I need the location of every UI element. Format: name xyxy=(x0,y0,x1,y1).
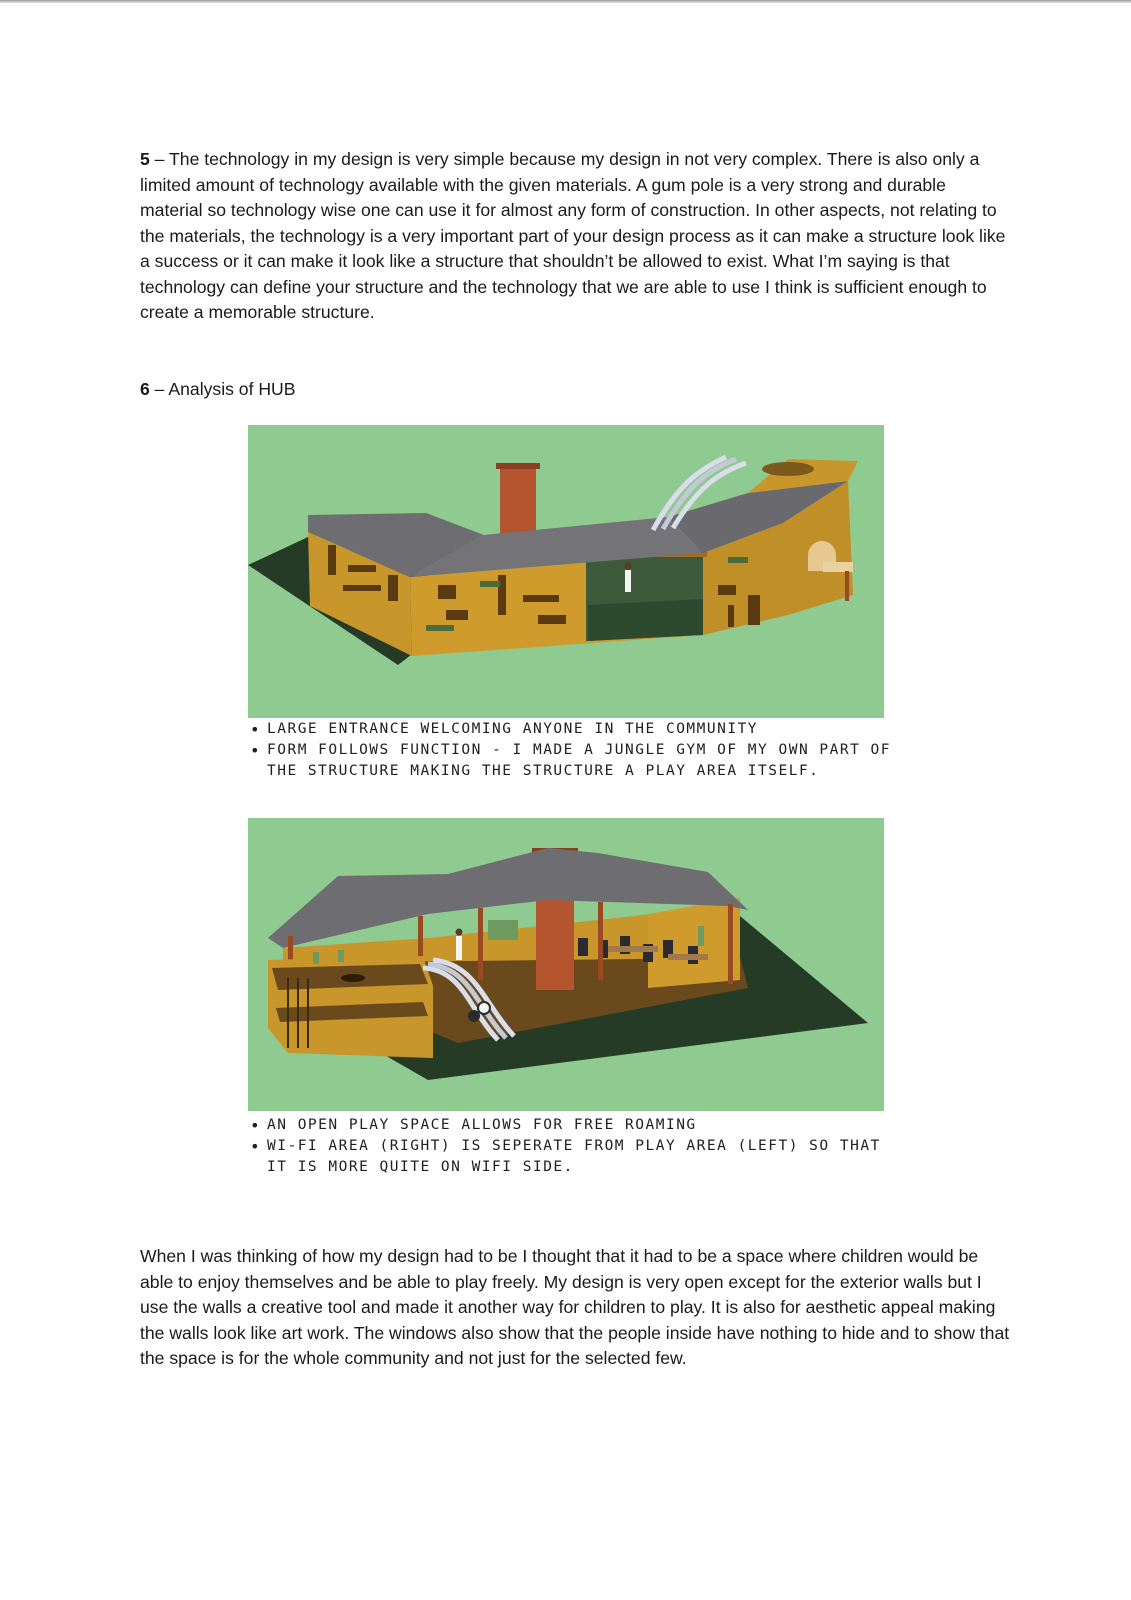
person-figure xyxy=(625,570,631,592)
section-6-dash: – xyxy=(149,379,169,399)
closing-paragraph: When I was thinking of how my design had to be I thought that it had to be a space where children would be able to enjoy themselves and be able to play freely. My design is very open except for the exterior walls but I use the walls a creative tool and made it another way for children to play. It is also for aesthetic appeal making the walls look like art work. The windows also show that the people inside have nothing to hide and to show that the space is for the whole community and not just for the selected few. xyxy=(140,1246,1010,1368)
section-5-dash: – xyxy=(149,149,170,169)
note-item: • WI-FI AREA (RIGHT) IS SEPERATE FROM PLAY AREA (LEFT) SO THAT IT IS MORE QUITE ON WIFI SIDE. xyxy=(250,1136,910,1178)
note-item: • AN OPEN PLAY SPACE ALLOWS FOR FREE ROAMING xyxy=(250,1115,910,1136)
scan-edge xyxy=(0,0,1131,3)
hub-render-front xyxy=(248,425,884,718)
person-figure xyxy=(456,936,462,960)
section-6-title: Analysis of HUB xyxy=(168,379,296,399)
section-6-heading xyxy=(140,377,1010,403)
figure-2-notes xyxy=(250,1115,910,1178)
roof-hole xyxy=(762,462,814,476)
section-5-number: 5 xyxy=(140,149,150,169)
figure-1-notes xyxy=(250,719,910,782)
note-item: • FORM FOLLOWS FUNCTION - I MADE A JUNGLE GYM OF MY OWN PART OF THE STRUCTURE MAKING THE STRUCTURE A PLAY AREA ITSELF. xyxy=(250,740,910,782)
tyres xyxy=(478,1002,490,1014)
section-5-paragraph xyxy=(140,147,1010,326)
section-6-number: 6 xyxy=(140,379,150,399)
note-item: • LARGE ENTRANCE WELCOMING ANYONE IN THE COMMUNITY xyxy=(250,719,910,740)
section-5-text: The technology in my design is very simple because my design in not very complex. There is also only a limited amount of technology available with the given materials. A gum pole is a very strong and durable material so technology wise one can use it for almost any form of construction. In other aspects, not relating to the materials, the technology is a very important part of your design process as it can make a structure look like a success or it can make it look like a structure that shouldn’t be allowed to exist. What I’m saying is that technology can define your structure and the technology that we are able to use I think is sufficient enough to create a memorable structure. xyxy=(140,149,1006,322)
hub-render-rear xyxy=(248,818,884,1111)
